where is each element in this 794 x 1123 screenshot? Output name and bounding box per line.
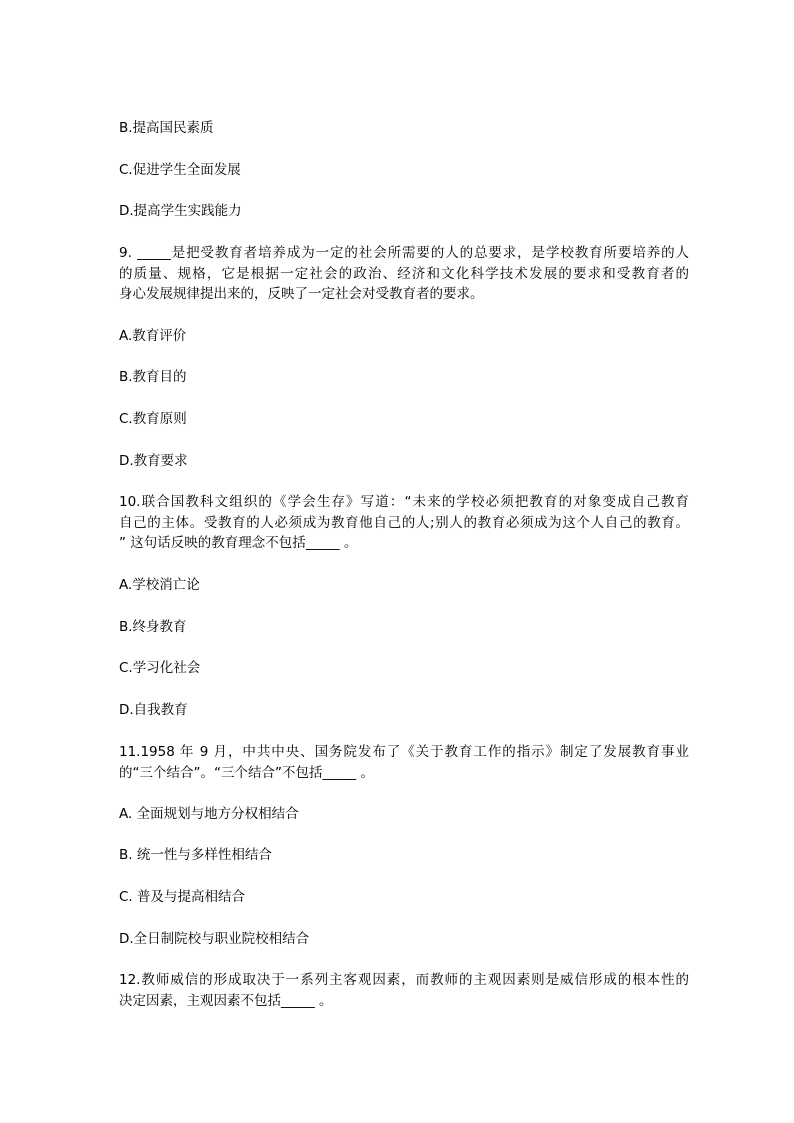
q11-stem-line: 的“三个结合”。“三个结合”不包括_____ 。 <box>119 764 375 781</box>
q11-option-b: B. 统一性与多样性相结合 <box>119 847 272 863</box>
q11-option-d: D.全日制院校与职业院校相结合 <box>119 931 310 947</box>
q10-option-b: B.终身教育 <box>119 619 187 635</box>
q9-stem <box>119 243 689 305</box>
q8-option-d: D.提高学生实践能力 <box>119 203 242 219</box>
q10-option-c: C.学习化社会 <box>119 660 201 676</box>
q11-option-a: A. 全面规划与地方分权相结合 <box>119 806 299 822</box>
q8-option-c: C.促进学生全面发展 <box>119 162 241 178</box>
q11-option-c: C. 普及与提高相结合 <box>119 889 246 905</box>
q12-stem-line: 12.教师威信的形成取决于一系列主客观因素，而教师的主观因素则是威信形成的根本性的 <box>119 972 689 988</box>
q9-option-b: B.教育目的 <box>119 369 187 385</box>
q9-stem-line: 9. _____是把受教育者培养成为一定的社会所需要的人的总要求，是学校教育所要培养的人 <box>119 245 689 261</box>
q12-stem-line: 决定因素，主观因素不包括_____ 。 <box>119 992 333 1009</box>
q8-option-b: B.提高国民素质 <box>119 120 214 136</box>
q10-stem <box>119 492 689 554</box>
q10-stem-line: 10.联合国教科文组织的《学会生存》写道：“未来的学校必须把教育的对象变成自己教育 <box>119 494 689 510</box>
q9-option-a: A.教育评价 <box>119 328 187 344</box>
q10-stem-line: ” 这句话反映的教育理念不包括_____ 。 <box>119 535 358 551</box>
q10-option-a: A.学校消亡论 <box>119 577 200 593</box>
q9-stem-line: 的质量、规格，它是根据一定社会的政治、经济和文化科学技术发展的要求和受教育者的 <box>119 265 689 282</box>
q12-stem <box>119 970 689 1011</box>
q11-stem <box>119 742 689 783</box>
q9-stem-line: 身心发展规律提出来的，反映了一定社会对受教育者的要求。 <box>119 286 484 302</box>
q11-stem-line: 11.1958 年 9 月，中共中央、国务院发布了《关于教育工作的指示》制定了发展教育事业 <box>119 744 689 760</box>
q9-option-c: C.教育原则 <box>119 411 187 427</box>
q10-option-d: D.自我教育 <box>119 702 188 718</box>
q10-stem-line: 自己的主体。受教育的人必须成为教育他自己的人;别人的教育必须成为这个人自己的教育。 <box>119 514 689 531</box>
q9-option-d: D.教育要求 <box>119 453 188 469</box>
